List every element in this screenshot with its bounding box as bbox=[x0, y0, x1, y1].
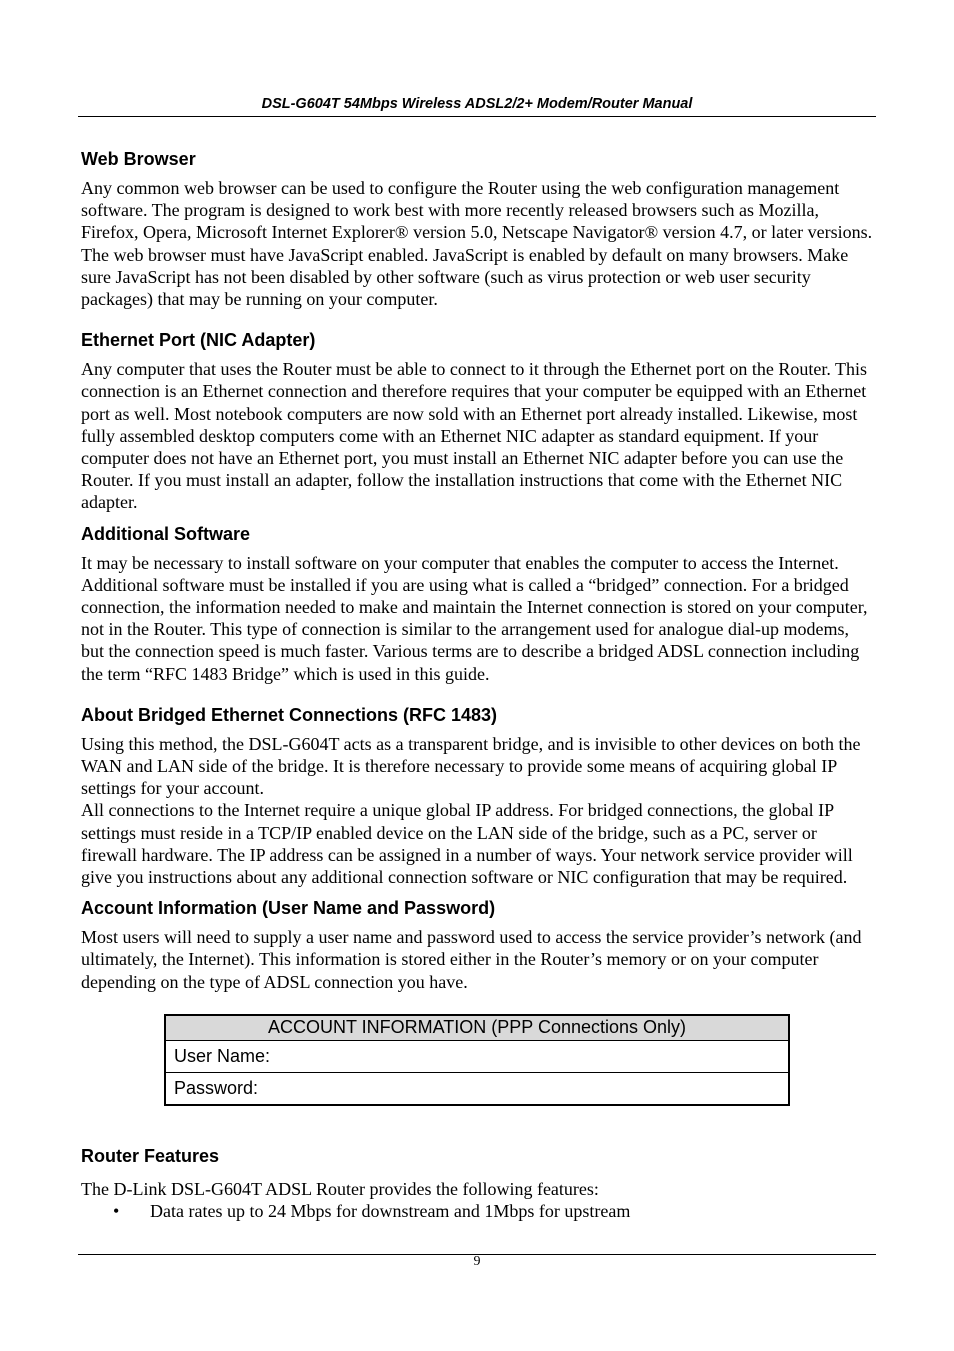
page-header-title: DSL-G604T 54Mbps Wireless ADSL2/2+ Modem/Router Manual bbox=[261, 96, 693, 112]
section-additional-software bbox=[81, 522, 876, 685]
section-paragraph: Most users will need to supply a user name and password used to access the service provider’s network (and ultimately, the Internet). This information is stored either in the Router’s memory or on your computer depending on the type of ADSL connection you have. bbox=[81, 927, 862, 992]
section-paragraph: It may be necessary to install software on your computer that enables the computer to access the Internet. Additional software must be installed if you are using what is called a “bridged” connection. For a bridged connection, the information needed to make and maintain the Internet connection is stored on your computer, not in the Router. This type of connection is similar to the arrangement used for analogue dial-up modems, but the connection speed is much faster. Various terms are to describe a bridged ADSL connection including the term “RFC 1483 Bridge” which is used in this guide. bbox=[81, 552, 868, 684]
section-heading: Additional Software bbox=[81, 523, 251, 544]
section-paragraph: Using this method, the DSL-G604T acts as a transparent bridge, and is invisible to other devices on both the WAN and LAN side of the bridge. It is therefore necessary to provide some means of acquiring global IP settings for your account. bbox=[81, 733, 861, 799]
section-heading: Ethernet Port (NIC Adapter) bbox=[81, 330, 316, 351]
user-name-field: User Name: bbox=[165, 1040, 789, 1072]
feature-text: Data rates up to 24 Mbps for downstream and 1Mbps for upstream bbox=[150, 1201, 631, 1222]
section-heading: Web Browser bbox=[81, 149, 196, 169]
section-ethernet-port bbox=[81, 328, 876, 513]
account-info-table bbox=[164, 1014, 790, 1106]
feature-list-item bbox=[81, 1200, 876, 1222]
page-content bbox=[81, 147, 876, 1222]
password-field: Password: bbox=[165, 1072, 789, 1105]
header-rule bbox=[78, 116, 876, 117]
section-paragraph: Any computer that uses the Router must be able to connect to it through the Ethernet port on the Router. This connection is an Ethernet connection and therefore requires that your computer be equipped with an Ethernet port as well. Most notebook computers are now sold with an Ethernet port already installed. Likewise, most fully assembled desktop computers come with an Ethernet NIC adapter as standard equipment. If your computer does not have an Ethernet port, you must install an Ethernet NIC adapter before you can use the Router. If you must install an adapter, follow the installation instructions that come with the Ethernet NIC adapter. bbox=[81, 359, 868, 513]
bullet-icon: • bbox=[113, 1201, 120, 1222]
section-paragraph: All connections to the Internet require a unique global IP address. For bridged connections, the global IP settings must reside in a TCP/IP enabled device on the LAN side of the bridge, such as a PC, server or firewall hardware. The IP address can be assigned in a number of ways. Your network service provider will give you instructions about any additional connection software or NIC configuration that may be required. bbox=[81, 800, 853, 888]
section-bridged-ethernet bbox=[81, 703, 876, 888]
section-router-features bbox=[81, 1144, 876, 1222]
section-account-information bbox=[81, 896, 876, 993]
section-heading: Account Information (User Name and Password) bbox=[81, 898, 496, 919]
section-paragraph: Any common web browser can be used to configure the Router using the web configuration management software. The program is designed to work best with more recently released browsers such as Mozilla, Firefox, Opera, Microsoft Internet Explorer® version 5.0, Netscape Navigator® version 4.7, or later versions. The web browser must have JavaScript enabled. JavaScript is enabled by default on many browsers. Make sure JavaScript has not been disabled by other software (such as virus protection or web user security packages) that may be running on your computer. bbox=[81, 178, 873, 310]
section-heading: About Bridged Ethernet Connections (RFC 1483) bbox=[81, 704, 498, 725]
page-number: 9 bbox=[473, 1254, 481, 1269]
features-intro: The D-Link DSL-G604T ADSL Router provides the following features: bbox=[81, 1178, 599, 1199]
account-table-header: ACCOUNT INFORMATION (PPP Connections Only) bbox=[165, 1015, 789, 1041]
section-web-browser bbox=[81, 147, 876, 310]
section-heading: Router Features bbox=[81, 1145, 220, 1166]
